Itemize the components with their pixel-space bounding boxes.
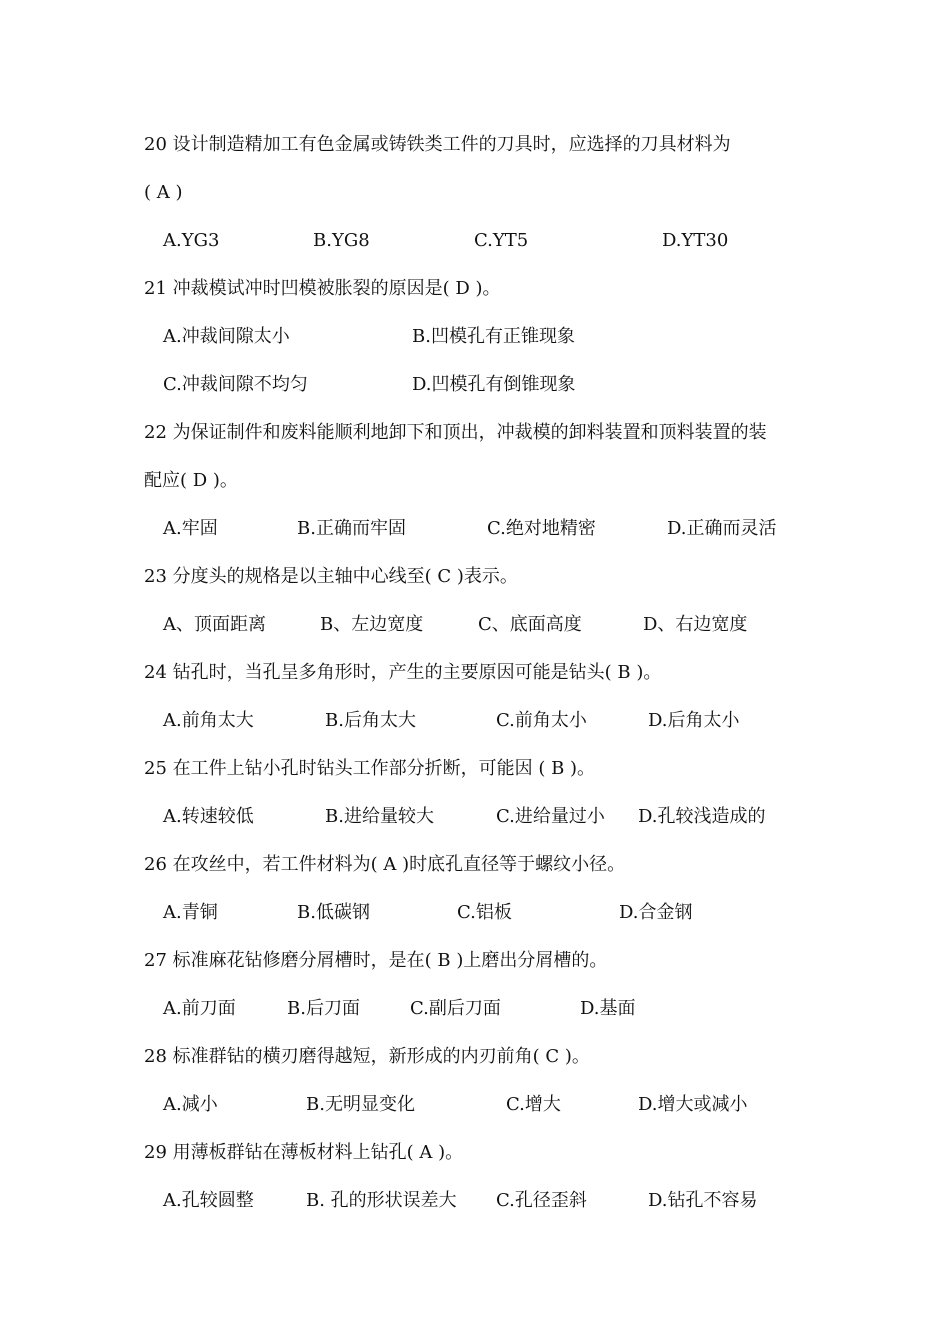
question-26-option-d: D.合金钢 (619, 902, 693, 923)
question-21-option-a: A.冲裁间隙太小 (163, 326, 290, 347)
question-26-stem: 26 在攻丝中，若工件材料为( A )时底孔直径等于螺纹小径。 (144, 854, 626, 875)
question-29-option-c: C.孔径歪斜 (496, 1190, 587, 1211)
question-27-option-a: A.前刀面 (163, 998, 236, 1019)
question-29-option-b: B. 孔的形状误差大 (306, 1190, 457, 1211)
question-20-answer: ( A ) (144, 182, 183, 203)
question-21-option-b: B.凹模孔有正锥现象 (412, 326, 575, 347)
question-22-option-a: A.牢固 (163, 518, 218, 539)
question-21-stem: 21 冲裁模试冲时凹模被胀裂的原因是( D )。 (144, 278, 501, 299)
question-24-stem: 24 钻孔时，当孔呈多角形时，产生的主要原因可能是钻头( B )。 (144, 662, 662, 683)
question-29-option-d: D.钻孔不容易 (648, 1190, 758, 1211)
question-27-option-d: D.基面 (580, 998, 636, 1019)
question-25-option-d: D.孔较浅造成的 (638, 806, 766, 827)
question-27-option-c: C.副后刀面 (410, 998, 501, 1019)
question-23-option-d: D、右边宽度 (643, 614, 748, 635)
question-22-option-d: D.正确而灵活 (667, 518, 777, 539)
question-24-option-b: B.后角太大 (325, 710, 416, 731)
question-23-option-c: C、底面高度 (478, 614, 582, 635)
question-23-option-b: B、左边宽度 (320, 614, 424, 635)
question-26-option-a: A.青铜 (163, 902, 218, 923)
question-20-option-c: C.YT5 (474, 230, 529, 251)
question-28-option-d: D.增大或减小 (638, 1094, 748, 1115)
question-20-option-a: A.YG3 (163, 230, 220, 251)
question-22-option-b: B.正确而牢固 (297, 518, 406, 539)
question-25-option-b: B.进给量较大 (325, 806, 434, 827)
question-22-stem-continued: 配应( D )。 (144, 470, 238, 491)
question-28-stem: 28 标准群钻的横刃磨得越短，新形成的内刃前角( C )。 (144, 1046, 590, 1067)
question-28-option-c: C.增大 (506, 1094, 561, 1115)
question-22-option-c: C.绝对地精密 (487, 518, 596, 539)
question-26-option-c: C.铝板 (457, 902, 512, 923)
question-23-stem: 23 分度头的规格是以主轴中心线至( C )表示。 (144, 566, 518, 587)
question-20-option-b: B.YG8 (313, 230, 370, 251)
question-21-option-d: D.凹模孔有倒锥现象 (412, 374, 576, 395)
question-25-option-c: C.进给量过小 (496, 806, 605, 827)
question-23-option-a: A、顶面距离 (163, 614, 266, 635)
question-28-option-a: A.减小 (163, 1094, 218, 1115)
question-29-option-a: A.孔较圆整 (163, 1190, 254, 1211)
question-22-stem: 22 为保证制件和废料能顺利地卸下和顶出，冲裁模的卸料装置和顶料装置的装 (144, 422, 767, 443)
question-20-option-d: D.YT30 (662, 230, 729, 251)
question-27-stem: 27 标准麻花钻修磨分屑槽时，是在( B )上磨出分屑槽的。 (144, 950, 608, 971)
question-21-option-c: C.冲裁间隙不均匀 (163, 374, 308, 395)
question-28-option-b: B.无明显变化 (306, 1094, 415, 1115)
question-24-option-a: A.前角太大 (163, 710, 254, 731)
question-27-option-b: B.后刀面 (287, 998, 360, 1019)
question-24-option-c: C.前角太小 (496, 710, 587, 731)
question-24-option-d: D.后角太小 (648, 710, 740, 731)
question-25-stem: 25 在工件上钻小孔时钻头工作部分折断，可能因 ( B )。 (144, 758, 596, 779)
question-25-option-a: A.转速较低 (163, 806, 254, 827)
question-26-option-b: B.低碳钢 (297, 902, 370, 923)
question-20-stem: 20 设计制造精加工有色金属或铸铁类工件的刀具时，应选择的刀具材料为 (144, 134, 731, 155)
question-29-stem: 29 用薄板群钻在薄板材料上钻孔( A )。 (144, 1142, 464, 1163)
